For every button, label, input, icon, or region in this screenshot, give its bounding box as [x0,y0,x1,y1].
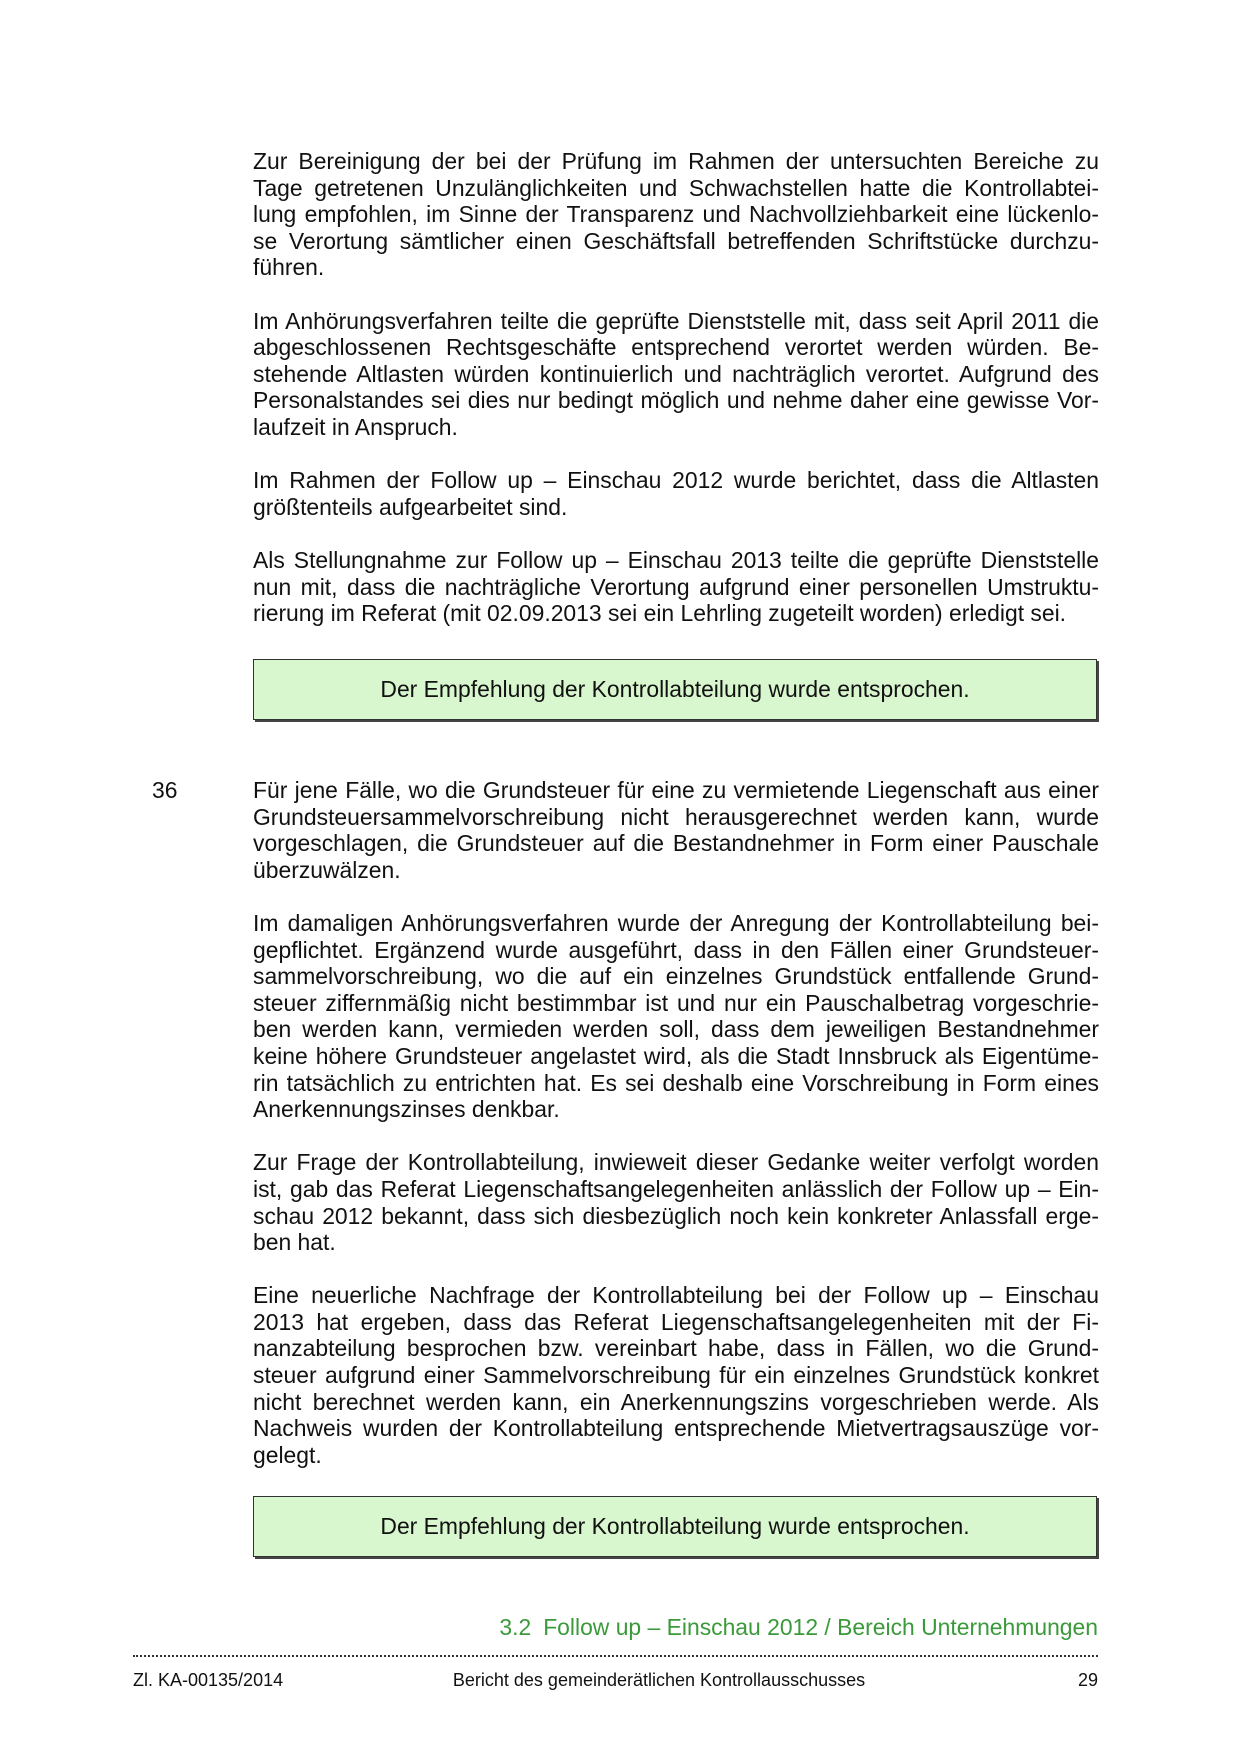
page-number: 29 [1077,1670,1098,1690]
text-line: gepflichtet. Ergänzend wurde ausgeführt, dass in den Fällen einer Grundsteuer- [253,936,1099,963]
text-line: lung empfohlen, im Sinne der Transparenz und Nachvollziehbarkeit eine lückenlo- [253,201,1099,228]
text-line: stehende Altlasten würden kontinuierlich und nachträglich verortet. Aufgrund des [253,360,1099,387]
text-line: se Verortung sämtlicher einen Geschäftsfall betreffenden Schriftstücke durchzu- [253,227,1099,254]
text-line: Eine neuerliche Nachfrage der Kontrollabteilung bei der Follow up – Einschau [253,1282,1099,1309]
text-line: Tage getretenen Unzulänglichkeiten und Schwachstellen hatte die Kontrollabtei- [253,174,1099,201]
section-heading [499,1614,1098,1641]
text-line: größtenteils aufgearbeitet sind. [253,493,568,520]
paragraph [253,1282,1099,1468]
text-line: keine höhere Grundsteuer angelastet wird, als die Stadt Innsbruck als Eigentüme- [253,1042,1099,1069]
text-line: Zur Frage der Kontrollabteilung, inwieweit dieser Gedanke weiter verfolgt worden [253,1149,1099,1176]
text-line: laufzeit in Anspruch. [253,413,458,440]
item-number: 36 [152,777,178,803]
footer-title: Bericht des gemeinderätlichen Kontrollausschusses [452,1670,866,1690]
paragraph [253,148,1099,281]
footer-reference: Zl. KA-00135/2014 [133,1670,284,1690]
text-line: überzuwälzen. [253,856,401,883]
text-line: Als Stellungnahme zur Follow up – Einschau 2013 teilte die geprüfte Dienststelle [253,546,1099,573]
text-line: Anerkennungszinses denkbar. [253,1096,560,1123]
text-line: sammelvorschreibung, wo die auf ein einzelnes Grundstück entfallende Grund- [253,963,1099,990]
text-line: führen. [253,254,325,281]
text-line: Grundsteuersammelvorschreibung nicht herausgerechnet werden kann, wurde [253,803,1099,830]
text-line: gelegt. [253,1441,322,1468]
recommendation-box [253,1496,1097,1557]
recommendation-box [253,659,1097,720]
footer-dotted-rule [133,1655,1098,1657]
text-line: Für jene Fälle, wo die Grundsteuer für eine zu vermietende Liegenschaft aus einer [253,777,1099,803]
text-line: rierung im Referat (mit 02.09.2013 sei ein Lehrling zugeteilt worden) erledigt sei. [253,600,1067,627]
text-line: 2013 hat ergeben, dass das Referat Liegenschaftsangelegenheiten mit der Fi- [253,1308,1099,1335]
text-line: ist, gab das Referat Liegenschaftsangelegenheiten anlässlich der Follow up – Ein- [253,1175,1099,1202]
text-line: steuer ziffernmäßig nicht bestimmbar ist und nur ein Pauschalbetrag vorgeschrie- [253,989,1099,1016]
paragraph [253,547,1099,627]
section-text-block [253,148,1099,653]
text-line: nicht berechnet werden kann, ein Anerkennungszins vorgeschrieben werde. Als [253,1388,1099,1415]
text-line: Zur Bereinigung der bei der Prüfung im Rahmen der untersuchten Bereiche zu [253,148,1099,174]
text-line: Nachweis wurden der Kontrollabteilung entsprechende Mietvertragsauszüge vor- [253,1415,1099,1442]
text-line: ben werden kann, vermieden werden soll, dass dem jeweiligen Bestandnehmer [253,1016,1099,1043]
text-line: rin tatsächlich zu entrichten hat. Es sei deshalb eine Vorschreibung in Form eines [253,1069,1099,1096]
paragraph [253,777,1099,883]
text-line: schau 2012 bekannt, dass sich diesbezüglich noch kein konkreter Anlassfall erge- [253,1202,1099,1229]
section-text-block [253,777,1099,1495]
text-line: nanzabteilung besprochen bzw. vereinbart habe, dass in Fällen, wo die Grund- [253,1335,1099,1362]
paragraph [253,1149,1099,1255]
text-line: Im damaligen Anhörungsverfahren wurde der Anregung der Kontrollabteilung bei- [253,909,1099,936]
text-line: vorgeschlagen, die Grundsteuer auf die Bestandnehmer in Form einer Pauschale [253,830,1099,857]
text-line: steuer aufgrund einer Sammelvorschreibung für ein einzelnes Grundstück konkret [253,1362,1099,1389]
text-line: nun mit, dass die nachträgliche Verortung aufgrund einer personellen Umstruktu- [253,573,1099,600]
paragraph [253,910,1099,1123]
text-line: Im Anhörungsverfahren teilte die geprüfte Dienststelle mit, dass seit April 2011 die [253,307,1099,334]
text-line: ben hat. [253,1229,336,1256]
section-heading-title: Follow up – Einschau 2012 / Bereich Unternehmungen [543,1614,1098,1640]
text-line: Im Rahmen der Follow up – Einschau 2012 wurde berichtet, dass die Altlasten [253,467,1099,494]
recommendation-box-text: Der Empfehlung der Kontrollabteilung wurde entsprochen. [380,676,970,702]
paragraph [253,467,1099,520]
section-heading-number: 3.2 [499,1614,532,1640]
text-line: Personalstandes sei dies nur bedingt möglich und nehme daher eine gewisse Vor- [253,387,1099,414]
text-line: abgeschlossenen Rechtsgeschäfte entsprechend verortet werden würden. Be- [253,334,1099,361]
recommendation-box-text: Der Empfehlung der Kontrollabteilung wurde entsprochen. [380,1513,970,1539]
paragraph [253,308,1099,441]
